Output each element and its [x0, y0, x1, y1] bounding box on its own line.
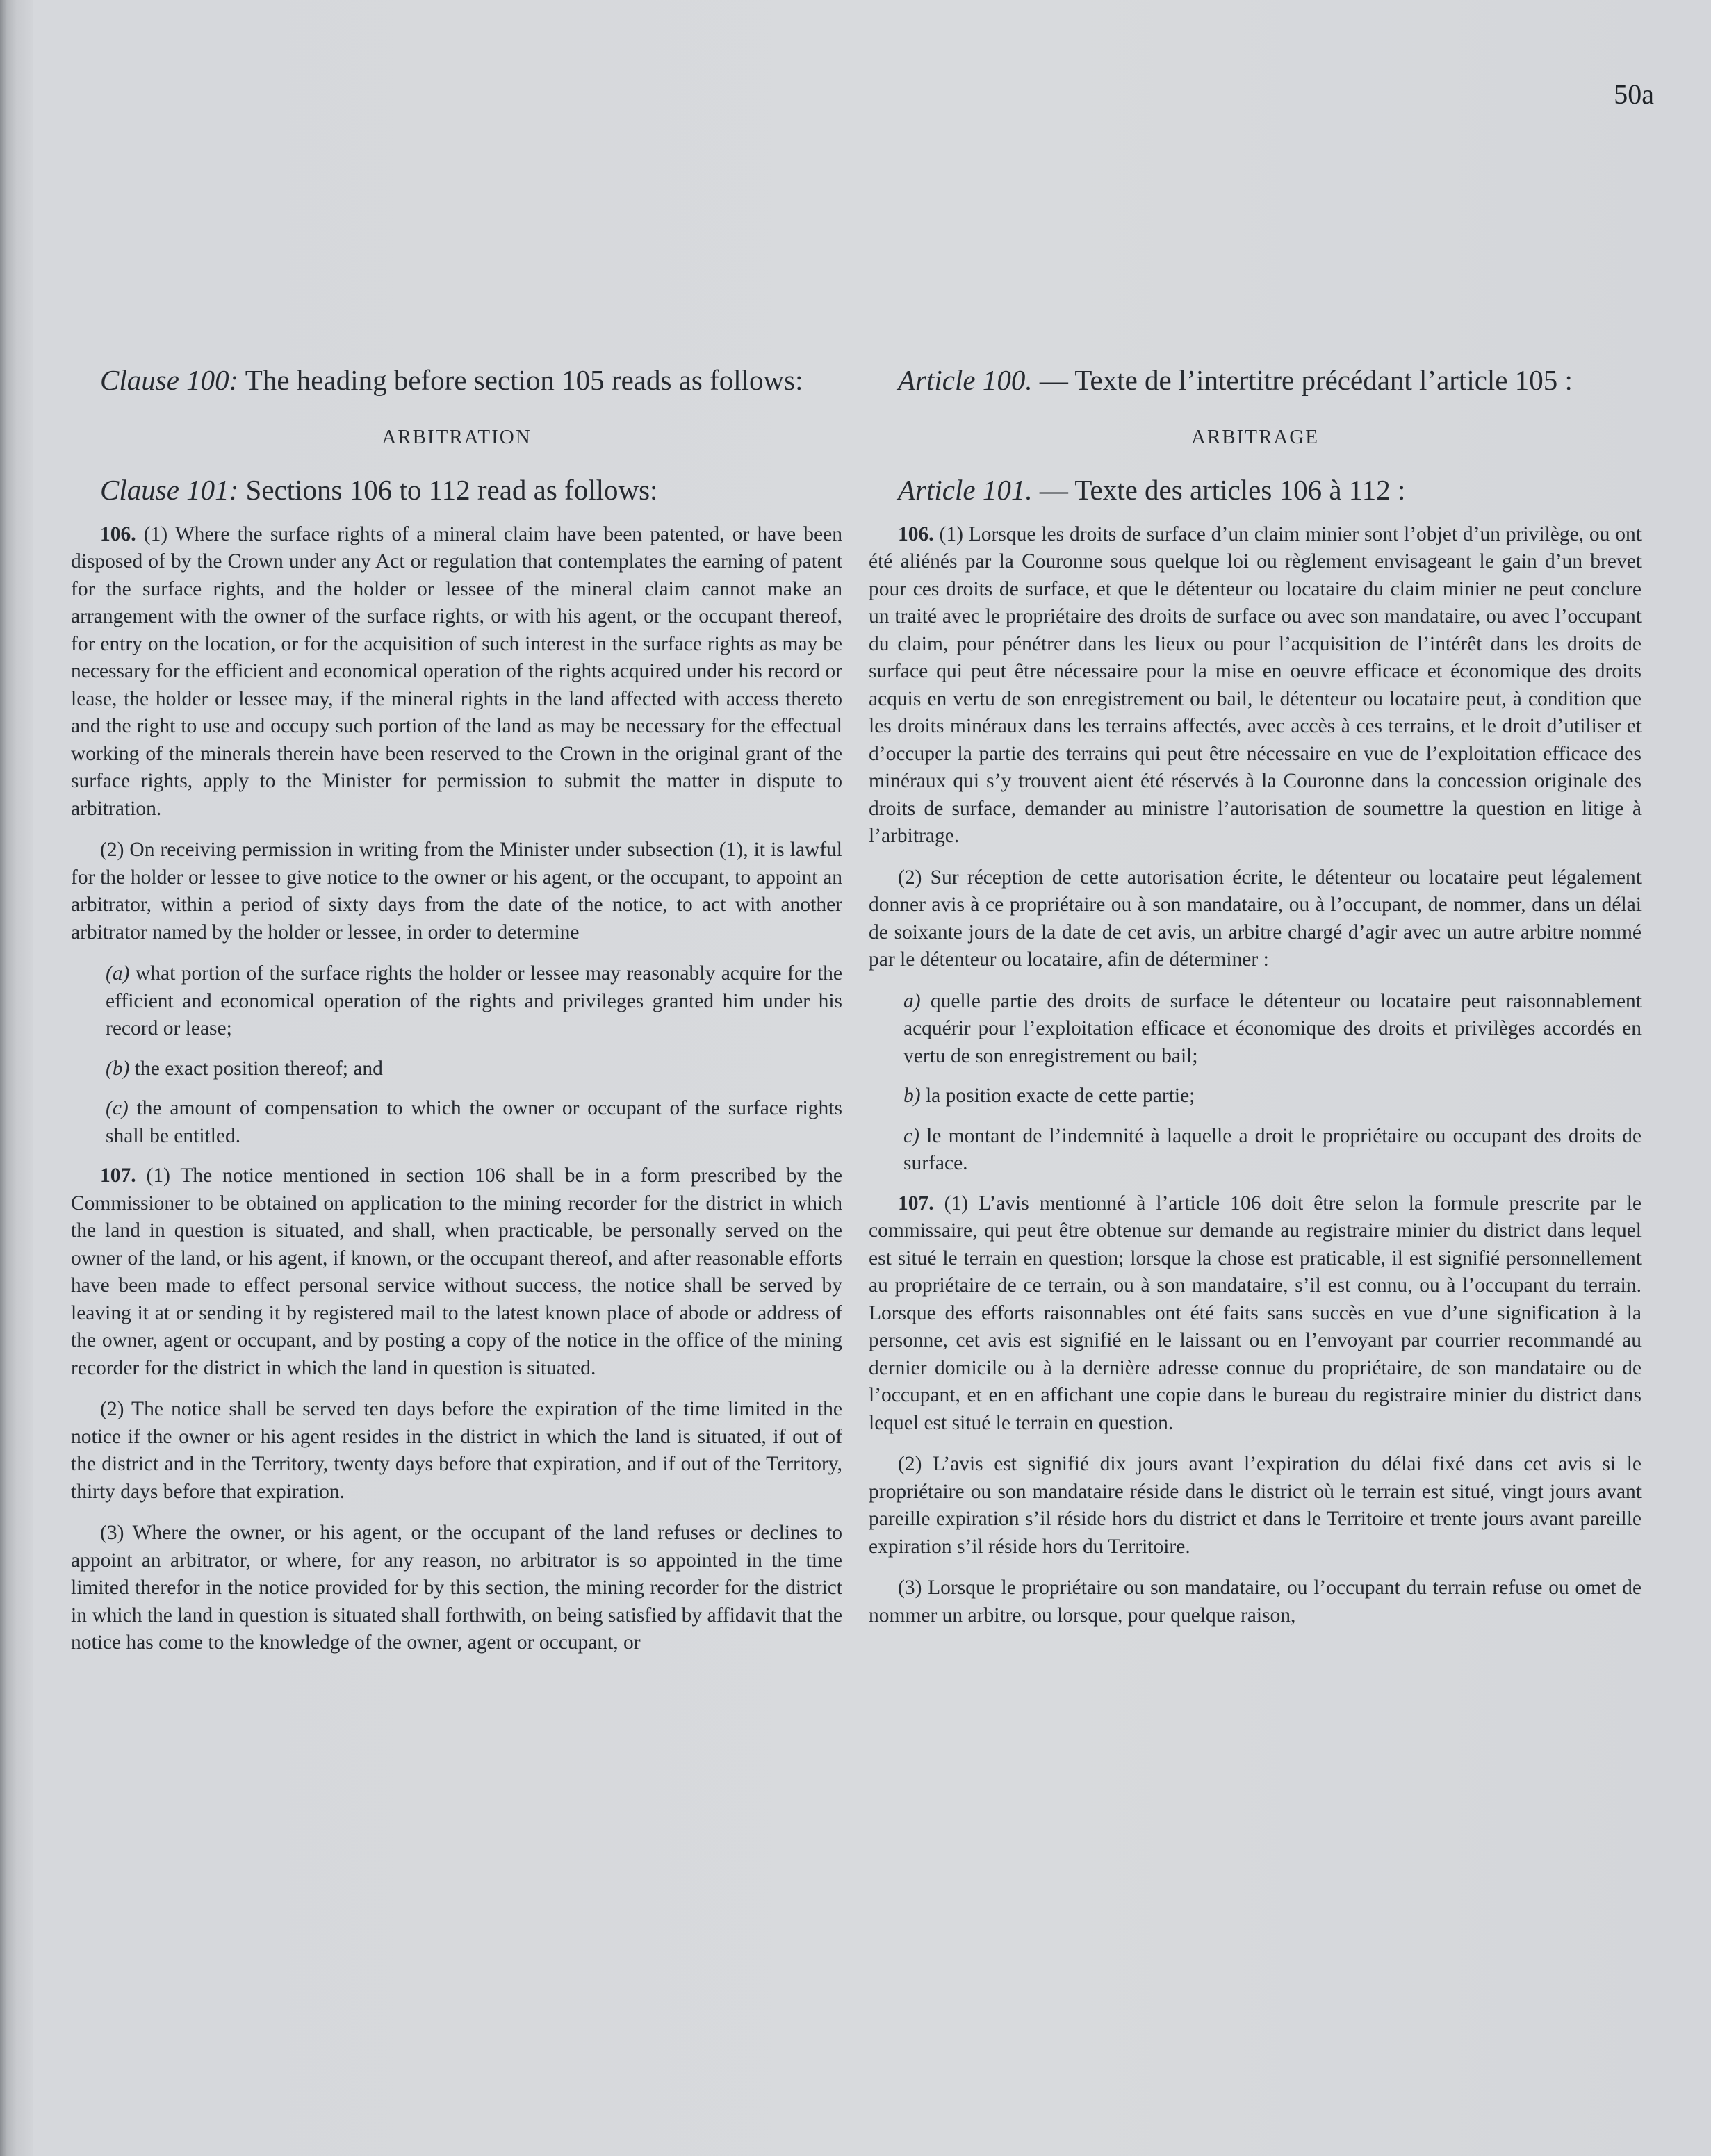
clause-101-text: Sections 106 to 112 read as follows: — [238, 473, 658, 506]
section-107-number: 107. — [100, 1165, 136, 1187]
arbitration-title: ARBITRATION — [382, 426, 532, 448]
clause-101-heading — [71, 472, 842, 507]
article-100-heading — [869, 363, 1642, 397]
english-column — [71, 363, 842, 1671]
article-106-number: 106. — [898, 522, 934, 545]
article-107-1-text: (1) L’avis mentionné à l’article 106 doit être selon la formule prescrite par le commissaire, qui peut être obtenue sur demande au registraire minier du district dans lequel est situé le terrain en question; lorsque la chose est praticable, il est signifié personnellement au propriétaire de ce terrain, ou à son mandataire, s’il est connu, ou à l’occupant du terrain. Lorsque des efforts raisonnables ont été faits sans succès en vue d’une signification à la personne, cet avis est signifié en le laissant ou en l’envoyant par courrier recommandé au dernier domicile ou à la dernière adresse connue du propriétaire, de son mandataire ou de l’occupant, et en en affichant une copie dans le bureau du registraire minier du district dans lequel est situé le terrain en question. — [869, 1192, 1642, 1434]
clause-101-lead: Clause 101: — [100, 473, 239, 506]
article-107-2: (2) L’avis est signifié dix jours avant l’expiration du délai fixé dans cet avis si le propriétaire ou son mandataire réside dans le district où le terrain est situé, vingt jours avant pareille expiration s’il réside hors du district et dans le Territoire et trente jours avant pareille expiration s’il réside hors du Territoire. — [869, 1453, 1642, 1558]
article-107-3: (3) Lorsque le propriétaire ou son mandataire, ou l’occupant du terrain refuse ou omet de nommer un arbitre, ou lorsque, pour quelque raison, — [869, 1577, 1642, 1627]
article-101-lead: Article 101. — [898, 473, 1033, 506]
item-b-text: the exact position thereof; and — [129, 1057, 383, 1080]
alinea-c-text: le montant de l’indemnité à laquelle a droit le propriétaire ou occupant des droits de surface. — [903, 1124, 1642, 1174]
section-107-2: (2) The notice shall be served ten days before the expiration of the time limited in the notice if the owner or his agent resides in the district in which the land is situated, if out of the district and in the Territory, twenty days before that expiration, and if out of the Territory, thirty days before that expiration. — [71, 1398, 842, 1503]
article-106-item-c — [869, 1123, 1642, 1178]
section-106-item-c — [71, 1095, 842, 1150]
article-100-lead: Article 100. — [898, 364, 1033, 396]
article-107-number: 107. — [898, 1192, 934, 1215]
section-107-3: (3) Where the owner, or his agent, or the occupant of the land refuses or declines to appoint an arbitrator, or where, for any reason, no arbitrator is so appointed in the time limited therefor in the notice provided for by this section, the mining recorder for the district in which the land in question is situated shall forthwith, on being satisfied by affidavit that the notice has come to the knowledge of the owner, agent or occupant, or — [71, 1522, 842, 1654]
item-a-text: what portion of the surface rights the holder or lessee may reasonably acquire for the efficient and economical operation of the rights and privileges granted him under his record or lease; — [106, 962, 842, 1039]
section-106-number: 106. — [100, 522, 136, 545]
article-106-item-b — [869, 1083, 1642, 1110]
clause-100-text: The heading before section 105 reads as follows: — [238, 364, 803, 396]
section-106-1-text: (1) Where the surface rights of a mineral claim have been patented, or have been disposed of by the Crown under any Act or regulation that contemplates the earning of patent for the surface rights, and the holder or lessee of the mineral claim cannot make an arrangement with the owner of the surface rights, or with his agent, or the occupant thereof, for entry on the location, or for the acquisition of such interest in the surface rights as may be necessary for the efficient and economical operation of the rights acquired under his record or lease, the holder or lessee may, if the mineral rights in the land affected with access thereto and the right to use and occupy such portion of the land as may be necessary for the effectual working of the minerals therein have been reserved to the Crown in the original grant of the surface rights, apply to the Minister for permission to submit the matter in dispute to arbitration. — [71, 522, 842, 820]
alinea-b-label: b) — [903, 1085, 921, 1107]
section-107-1-text: (1) The notice mentioned in section 106 shall be in a form prescribed by the Commissioner to be obtained on application to the mining recorder for the district in which the land in question is situated, and shall, when practicable, be personally served on the owner of the land, or his agent, if known, or the occupant thereof, and after reasonable efforts have been made to effect personal service without success, the notice shall be served by leaving it at or sending it by registered mail to the latest known place of abode or address of the owner, agent or occupant, and by posting a copy of the notice in the office of the mining recorder for the district in which the land in question is situated. — [71, 1165, 842, 1379]
section-106-item-a — [71, 960, 842, 1043]
article-106-1 — [869, 521, 1642, 850]
page-binding-edge — [0, 0, 33, 2156]
article-100-text: — Texte de l’intertitre précédant l’article 105 : — [1032, 364, 1573, 396]
article-106-1-text: (1) Lorsque les droits de surface d’un claim minier sont l’objet d’un privilège, ou ont été aliénés par la Couronne sous quelque loi ou règlement envisageant le gain d’un brevet pour ces droits de surface, et que le détenteur ou locataire du claim minier ne peut conclure un traité avec le propriétaire des droits de surface ou avec son mandataire, ou avec l’occupant du claim, pour pénétrer dans les lieux ou pour l’acquisition de l’intérêt dans les droits de surface qui peut être nécessaire pour la mise en oeuvre efficace et économique des droits acquis en vertu de son enregistrement ou bail, le détenteur ou locataire peut, à condition que les droits minéraux dans les terrains affectés, avec accès à ces terrains, et le droit d’utiliser et d’occuper la partie des terrains qui peut être nécessaire en vue de l’exploitation efficace des minéraux qui s’y trouvent aient été réservés à la Couronne dans la concession originale des droits de surface, demander au ministre l’autorisation de soumettre la question en litige à l’arbitrage. — [869, 522, 1642, 847]
article-106-2: (2) Sur réception de cette autorisation écrite, le détenteur ou locataire peut légalement donner avis à ce propriétaire ou à son mandataire, ou à l’occupant, de nommer, dans un délai de soixante jours de la date de cet avis, un arbitre chargé d’agir avec un autre arbitre nommé par le détenteur ou locataire, afin de déterminer : — [869, 866, 1642, 971]
alinea-a-label: a) — [903, 989, 921, 1012]
article-101-text: — Texte des articles 106 à 112 : — [1032, 473, 1406, 506]
arbitrage-title: ARBITRAGE — [1191, 426, 1319, 448]
french-column — [869, 363, 1642, 1643]
alinea-c-label: c) — [903, 1124, 919, 1147]
clause-100-lead: Clause 100: — [100, 364, 239, 396]
clause-100-heading — [71, 363, 842, 397]
article-101-heading — [869, 472, 1642, 507]
alinea-b-text: la position exacte de cette partie; — [920, 1085, 1195, 1107]
item-a-label: (a) — [106, 962, 130, 985]
alinea-a-text: quelle partie des droits de surface le détenteur ou locataire peut raisonnablement acquérir pour l’exploitation efficace et économique des droits et privilèges accordés en vertu de son enregistrement ou bail; — [903, 989, 1642, 1067]
item-c-text: the amount of compensation to which the owner or occupant of the surface rights shall be entitled. — [106, 1097, 842, 1147]
section-106-item-b — [71, 1055, 842, 1083]
section-107-1 — [71, 1162, 842, 1382]
article-106-item-a — [869, 988, 1642, 1071]
item-c-label: (c) — [106, 1097, 129, 1119]
article-107-1 — [869, 1190, 1642, 1438]
item-b-label: (b) — [106, 1057, 130, 1080]
section-106-1 — [71, 521, 842, 823]
page-number: 50a — [1614, 79, 1654, 110]
section-106-2: (2) On receiving permission in writing from the Minister under subsection (1), it is lawful for the holder or lessee to give notice to the owner or his agent, or the occupant, to appoint an arbitrator, within a period of sixty days from the date of the notice, to act with another arbitrator named by the holder or lessee, in order to determine — [71, 839, 842, 944]
